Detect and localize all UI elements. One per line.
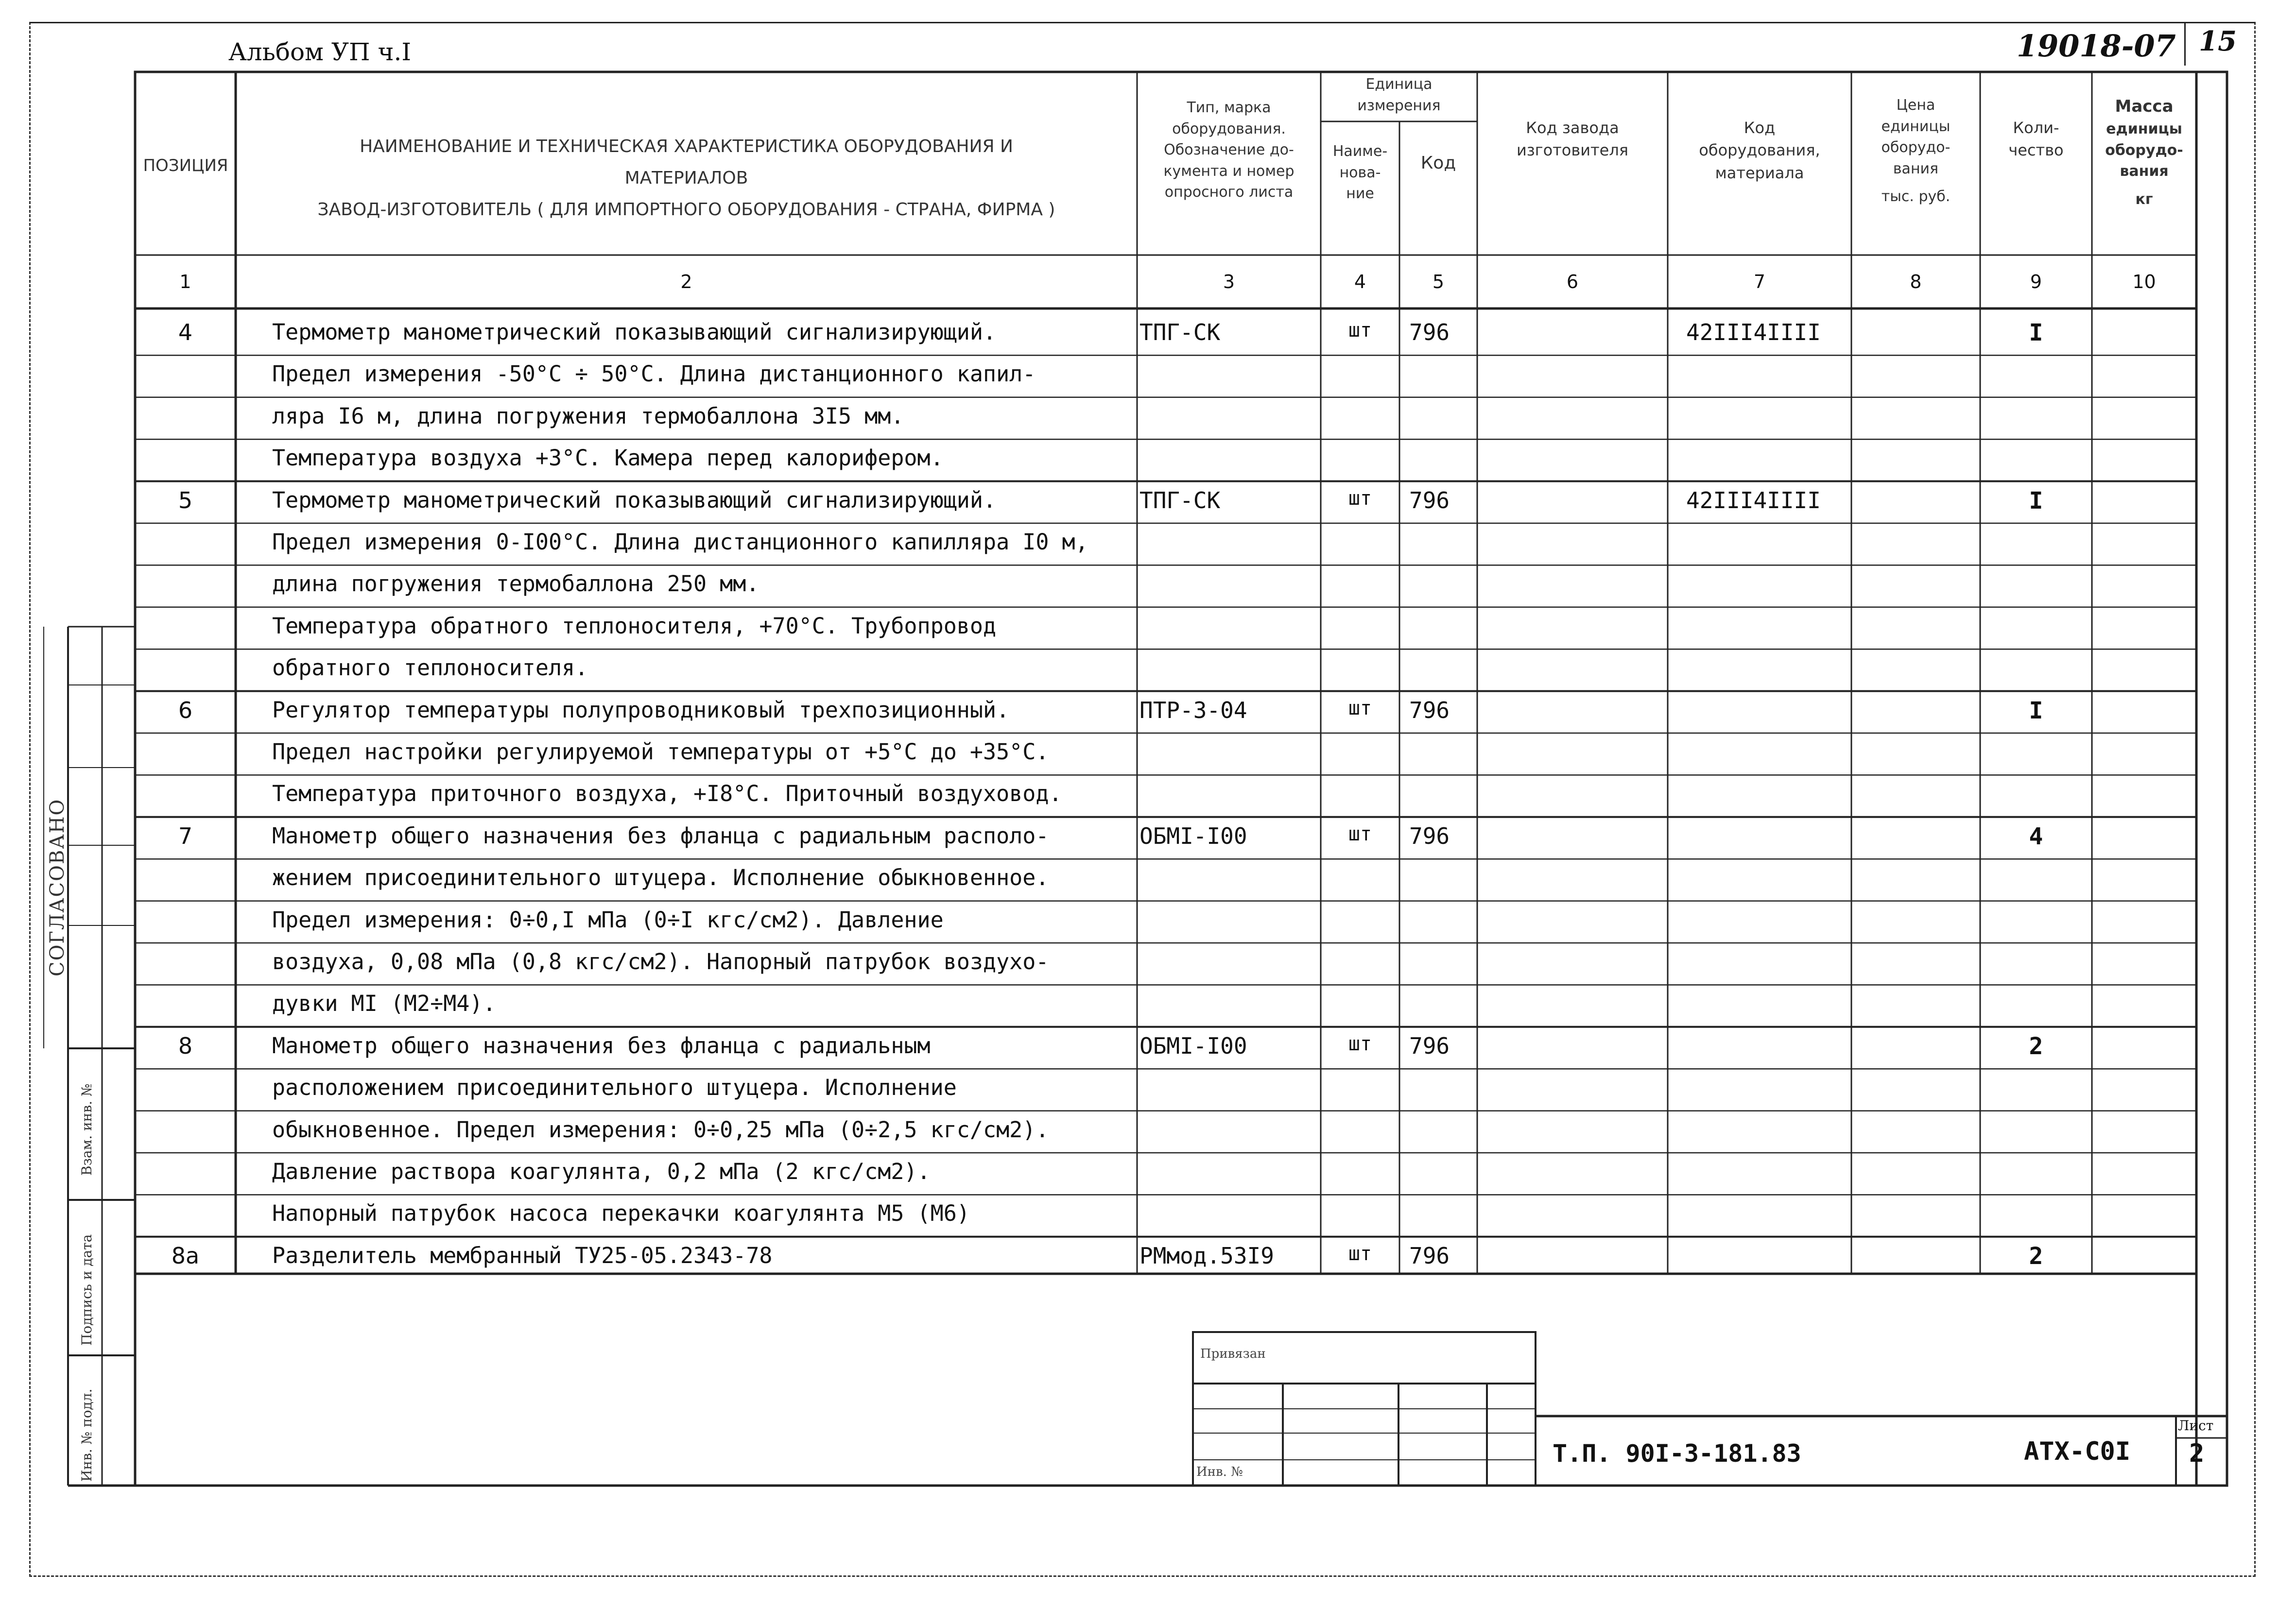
row-type: ТПГ-СК [1139,319,1221,345]
stamp-applied-label: Привязан [1200,1347,1266,1361]
column-number: 4 [1354,271,1366,292]
col-header-plant-code-line1: Код завода [1526,119,1619,137]
row-qty: 2 [2029,1032,2043,1060]
row-pos: 8 [178,1032,193,1059]
sheet-code: АТХ-С0I [2024,1437,2131,1466]
row-pos: 5 [178,487,193,513]
side-label-agreed: СОГЛАСОВАНО [46,798,69,976]
col-header-unit-group-line1: Единица [1365,76,1433,93]
col-header-qty [1981,117,2091,162]
col-header-position: ПОЗИЦИЯ [143,156,228,175]
row-unit: шт [1348,822,1372,845]
col-header-unit-code: Код [1420,153,1456,173]
col-header-plant-code-line2: изготовителя [1516,141,1629,160]
row-pos: 8а [171,1242,200,1269]
side-label-inv-original: Инв. № подл. [79,1388,95,1482]
project-code: Т.П. 90I-3-181.83 [1553,1439,1801,1468]
col-header-unit-group-line2: измерения [1357,97,1441,114]
row-text: Температура приточного воздуха, +I8°С. Приточный воздуховод. [272,781,1062,807]
row-type: ОБМI-I00 [1139,822,1247,849]
album-label: Альбом УП ч.I [228,38,412,66]
row-type: РМмод.53I9 [1139,1242,1274,1269]
row-text: длина погружения термобаллона 250 мм. [272,571,760,597]
row-pos: 4 [178,319,193,345]
col-header-unit-name-line1: Наиме- [1332,143,1388,160]
row-qty: I [2029,697,2043,724]
col-header-type [1138,97,1320,203]
col-header-unit-group [1322,74,1476,116]
side-label-sign-date: Подпись и дата [79,1234,95,1346]
row-code: 796 [1409,697,1450,723]
col-header-mass [2093,95,2195,210]
column-number: 9 [2030,271,2042,292]
page-number: 15 [2199,25,2237,57]
col-header-qty-line1: Коли- [2013,119,2059,137]
row-text: Регулятор температуры полупроводниковый трехпозиционный. [272,697,1010,723]
row-type: ТПГ-СК [1139,487,1221,513]
row-equip: 42III4IIII [1686,319,1821,345]
side-label-inv-replace: Взам. инв. № [79,1083,95,1176]
col-header-price-line4: вания [1893,160,1939,177]
row-text: Температура воздуха +3°С. Камера перед калорифером. [272,445,944,471]
row-text: расположением присоединительного штуцера. Исполнение [272,1075,957,1101]
row-text: Разделитель мембранный ТУ25-05.2343-78 [272,1242,773,1268]
row-text: Предел измерения: 0÷0,I мПа (0÷I кгс/см2). Давление [272,906,944,933]
row-unit: шт [1348,319,1372,342]
col-header-qty-line2: чество [2008,141,2064,160]
col-header-price [1852,95,1979,207]
row-unit: шт [1348,1242,1372,1265]
col-header-plant-code [1478,117,1667,162]
col-header-mass-line1: Масса [2115,97,2174,116]
row-unit: шт [1348,1032,1372,1055]
row-unit: шт [1348,487,1372,510]
col-header-type-line2: оборудования. [1172,120,1286,137]
col-header-equip-code-line2: оборудования, [1699,141,1820,160]
row-pos: 6 [178,697,193,723]
row-type: ПТР-3-04 [1139,697,1247,723]
column-number: 7 [1753,271,1766,292]
col-header-name-line2: МАТЕРИАЛОВ [624,168,748,188]
column-number: 1 [179,271,191,292]
row-code: 796 [1409,319,1450,345]
row-pos: 7 [178,822,193,849]
row-qty: I [2029,487,2043,514]
row-text: воздуха, 0,08 мПа (0,8 кгс/см2). Напорный патрубок воздухо- [272,949,1049,974]
col-header-mass-line5: кг [2135,190,2153,208]
col-header-type-line4: кумента и номер [1163,162,1295,180]
col-header-name [238,131,1135,225]
col-header-equip-code [1669,117,1850,184]
col-header-price-line1: Цена [1896,97,1935,114]
row-text: Давление раствора коагулянта, 0,2 мПа (2 кгс/см2). [272,1159,931,1184]
column-number: 5 [1432,271,1445,292]
col-header-type-line1: Тип, марка [1187,99,1271,116]
col-header-mass-line2: единицы [2106,120,2182,138]
row-text: Температура обратного теплоносителя, +70°С. Трубопровод [272,613,997,639]
row-text: Манометр общего назначения без фланца с радиальным [272,1032,931,1059]
row-unit: шт [1348,697,1372,719]
column-number: 8 [1910,271,1922,292]
col-header-equip-code-line3: материала [1715,163,1804,182]
row-text: жением присоединительного штуцера. Исполнение обыкновенное. [272,865,1049,891]
row-equip: 42III4IIII [1686,487,1821,513]
row-qty: 2 [2029,1242,2043,1270]
col-header-name-line3: ЗАВОД-ИЗГОТОВИТЕЛЬ ( ДЛЯ ИМПОРТНОГО ОБОРУДОВАНИЯ - СТРАНА, ФИРМА ) [317,199,1055,220]
row-text: дувки МI (М2÷М4). [272,991,496,1017]
column-number: 6 [1566,271,1579,292]
row-text: Предел настройки регулируемой температуры от +5°С до +35°С. [272,739,1049,765]
sheet-number: 2 [2189,1439,2205,1468]
col-header-equip-code-line1: Код [1744,119,1776,137]
row-code: 796 [1409,1032,1450,1059]
row-qty: 4 [2029,822,2043,850]
row-text: Предел измерения -50°С ÷ 50°С. Длина дистанционного капил- [272,361,1036,387]
row-text: Манометр общего назначения без фланца с радиальным располо- [272,822,1049,849]
col-header-unit-name-line2: нова- [1339,164,1381,181]
document-number: 19018-07 [2017,28,2176,64]
col-header-type-line3: Обозначение до- [1164,141,1294,158]
row-qty: I [2029,319,2043,346]
stamp-inv-label: Инв. № [1196,1465,1243,1479]
row-code: 796 [1409,822,1450,849]
col-header-type-line5: опросного листа [1164,184,1294,201]
row-text: Термометр манометрический показывающий сигнализирующий. [272,319,997,345]
column-number: 3 [1223,271,1235,292]
column-number: 10 [2132,271,2156,292]
row-code: 796 [1409,487,1450,513]
column-number: 2 [680,271,692,292]
row-type: ОБМI-I00 [1139,1032,1247,1059]
col-header-unit-name [1322,141,1398,205]
sheet-label: Лист [2178,1418,2214,1434]
col-header-price-line5: тыс. руб. [1881,188,1951,205]
row-text: обратного теплоносителя. [272,655,588,681]
col-header-mass-line4: вания [2120,163,2169,180]
row-text: Термометр манометрический показывающий сигнализирующий. [272,487,997,513]
row-code: 796 [1409,1242,1450,1269]
row-text: ляра I6 м, длина погружения термобаллона 3I5 мм. [272,403,904,429]
col-header-price-line3: оборудо- [1881,139,1951,156]
col-header-unit-name-line3: ние [1346,185,1374,202]
row-text: Предел измерения 0-I00°С. Длина дистанционного капилляра I0 м, [272,529,1088,555]
row-text: обыкновенное. Предел измерения: 0÷0,25 мПа (0÷2,5 кгс/см2). [272,1116,1049,1143]
col-header-price-line2: единицы [1881,118,1951,135]
col-header-name-line1: НАИМЕНОВАНИЕ И ТЕХНИЧЕСКАЯ ХАРАКТЕРИСТИКА ОБОРУДОВАНИЯ И [360,137,1013,156]
row-text: Напорный патрубок насоса перекачки коагулянта М5 (М6) [272,1200,970,1227]
col-header-mass-line3: оборудо- [2105,141,2183,159]
